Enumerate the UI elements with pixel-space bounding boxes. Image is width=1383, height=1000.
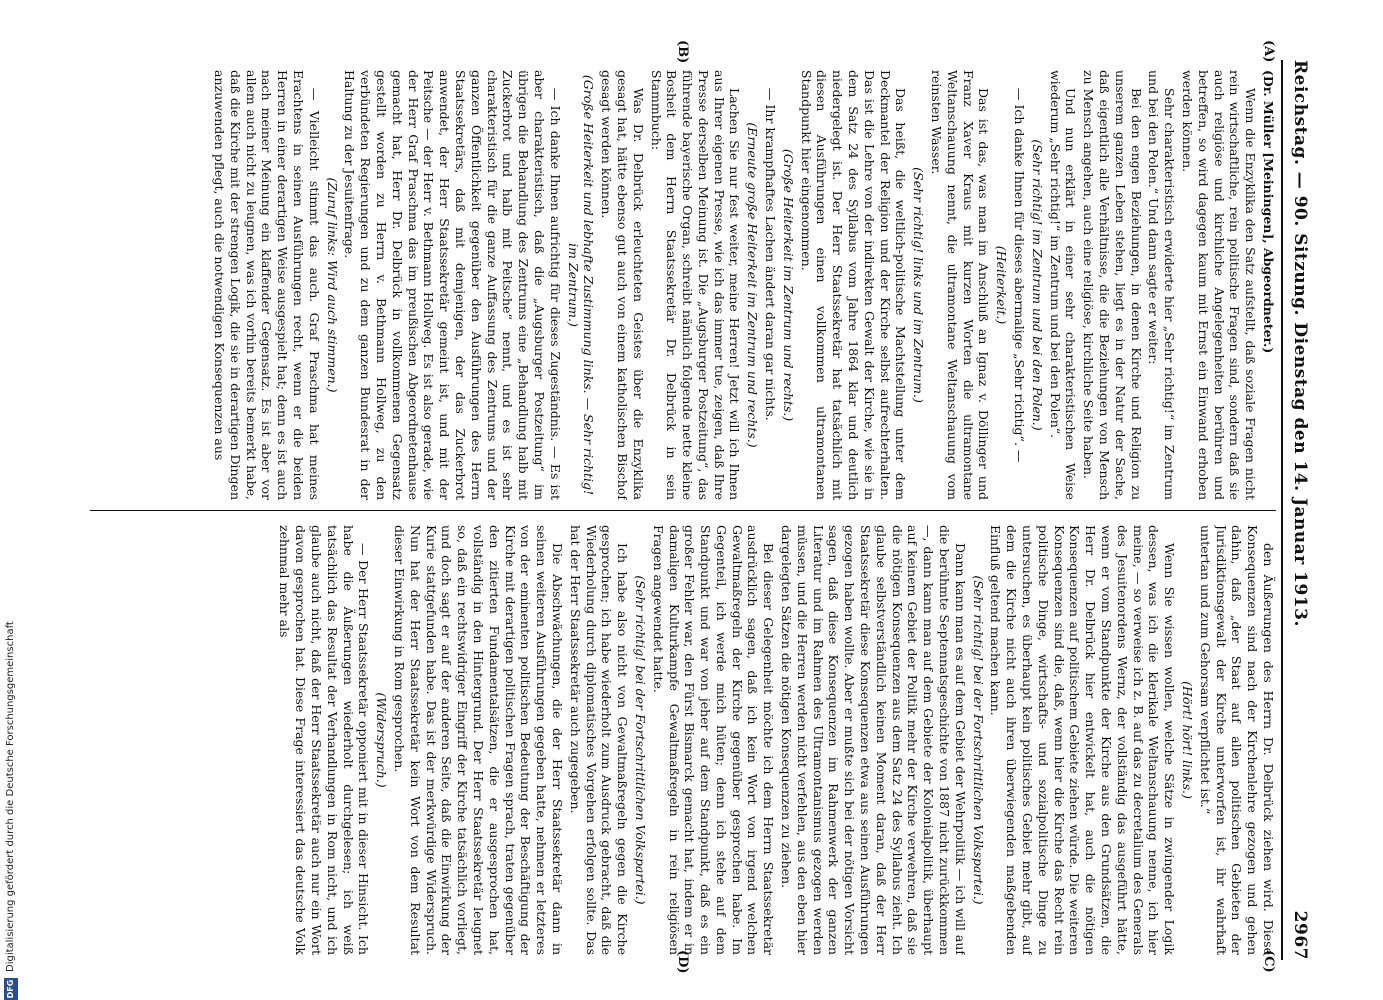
stage-direction: (Große Heiterkeit und lebhafte Zustimmung links. — Sehr richtig! im Zentrum.) [565,74,597,496]
stage-direction: (Sehr richtig! bei der Fortschrittlichen Volkspartei.) [970,575,986,905]
footer-credit [0,0,22,1000]
paragraph: — Ihr krampfhaftes Lachen ändert daran gar nichts. [763,88,779,421]
paragraph: Dann kann man es auf dem Gebiet der Wehrpolitik — ich will auf die berühmte Septennatsgeschichte von 1887 nicht zurückkommen —, dann kann man auf dem Gebiete der Kolonialpolitik, überhaupt auf keinem Gebiet der Politik mehr der Kirche verwehren, daß sie die nötigen Konsequenzen aus dem Satz 24 des Syllabus zieht. Ich glaube selbstverständlich keinen Moment daran, daß der Herr Staatssekretär diese Konsequenzen etwa aus seinen Ausführungen gezogen haben wollte. Aber er mußte sich bei der nötigen Vorsicht sagen, daß diese Konsequenzen im Rahmenwerk der ganzen Literatur und im Rahmen des Ultramontanismus gezogen werden müssen, und die Herren werden nicht verfehlen, aus den eben hier dargelegten Sätzen die nötigen Konsequenzen zu ziehen. [779,525,968,955]
stage-direction: (Sehr richtig! links und im Zentrum.) [911,167,927,403]
stage-direction: (Hört! hört! links.) [1180,681,1196,799]
page-header [1286,60,1310,960]
margin-marker-a: (A) [1261,40,1276,63]
dfg-logo: DFG [4,978,18,1000]
paragraph: Wenn die Enzyklika den Satz aufstellt, daß soziale Fragen nicht rein wirtschaftliche, rein politische Fragen sind, sondern daß sie auch religiöse und kirchliche Angelegenheiten berühren und betreffen, so wird dagegen kaum mit Ernst ein Einwand erhoben werden können. [1180,70,1259,500]
stage-direction: (Sehr richtig! bei der Fortschrittlichen Volkspartei.) [632,575,648,905]
left-column [60,70,1276,500]
paragraph: Bei den engen Beziehungen, in denen Kirche und Religion zu unserem ganzen Leben stehen, liegt es in der Natur der Sache, daß eigentlich alle Verhältnisse, die die Beziehungen von Mensch zu Mensch angehen, auch eine religiöse, kirchliche Seite haben. [1081,70,1144,500]
page-number: 2967 [1290,910,1310,960]
paragraph: — Der Herr Staatssekretär opponiert mit in dieser Hinsicht. Ich habe die Äußerungen wiederholt durchgelesen; ich weiß tatsächlich das Resultat der Verhandlungen in Rom nicht, und ich glaube auch nicht, daß der Herr Staatssekretär auch nur ein Wort davon gesprochen hat. Diese Frage interessiert das deutsche Volk zehnmal mehr als [277,525,372,955]
right-column [60,525,1276,955]
stage-direction: (Zuruf links: Wird auch stimmen.) [324,177,340,393]
header-rule [1281,60,1283,960]
margin-marker-b: (B) [675,40,690,64]
paragraph: — Ich danke Ihnen aufrichtig für dieses Zugeständnis. — Es ist aber charakteristisch, daß die „Augsburger Postzeitung“ im übrigen die Behandlung des Zentrums eine „Behandlung halb mit Zuckerbrot und halb mit Peitsche“ nennt, und es ist sehr charakteristisch für die ganze Auffassung des Zentrums und der ganzen Öffentlichkeit gegenüber den Ausführungen des Herrn Staatssekretärs, daß mit demjenigen, der das Zuckerbrot anwendet, der Herr Staatssekretär gemeint ist, und mit der Peitsche — der Herr v. Bethmann Hollweg. Es ist also gerade, wie der Herr Graf Praschma das im preußischen Abgeordnetenhause gemacht hat, Herr Dr. Delbrück in vollkommenen Gegensatz gestellt worden zu Herrn v. Bethmann Hollweg, zu den verbündeten Regierungen und zu dem ganzen Bundesrat in der Haltung zu der Jesuitenfrage. [342,70,563,500]
paragraph: Lachen Sie nur fest weiter, meine Herren! Jetzt will ich Ihnen aus Ihrer eigenen Presse, wie ich das immer tue, zeigen, daß Ihre Presse derselben Meinung ist. Die „Augsburger Postzeitung“, das führende bayerische Organ, schreibt nämlich folgende nette kleine Bosheit dem Herrn Staatssekretär Dr. Delbrück in sein Stammbuch: [648,70,743,500]
paragraph: Ich habe also nicht von Gewaltmaßregeln gegen die Kirche gesprochen; ich habe wiederholt zum Ausdruck gebracht, daß die Wiederholung durch diplomatisches Vorgehen erfolgen sollte. Das hat der Herr Staatssekretär auch zugegeben. [567,525,631,955]
stage-direction: (Große Heiterkeit im Zentrum und rechts.) [780,148,796,422]
stage-direction: (Sehr richtig! im Zentrum und bei den Polen.) [1029,139,1045,431]
paragraph: Sehr charakteristisch erwiderte hier „Sehr richtig!“ im Zentrum und bei den Polen.“ Und dann sagte er weiter: [1146,70,1178,500]
stage-direction: (Widerspruch.) [374,692,390,788]
stage-direction: (Erneute große Heiterkeit im Zentrum und rechts.) [745,122,761,448]
paragraph: — Ich danke Ihnen für dieses abermalige „Sehr richtig“. — [1012,88,1028,463]
paragraph: Was Dr. Delbrück erleuchteten Geistes über die Enzyklika gesagt hat, hätte ebenso gut auch von einem katholischen Bischof gesagt werden können. [599,70,646,500]
margin-marker-c: (C) [1261,950,1276,973]
paragraph: den Äußerungen des Herrn Dr. Delbrück ziehen wird. Diese Konsequenzen sind nach der Kirchenlehre gezogen und gehen dahin, daß „der Staat auf allen politischen Gebieten der Jurisdiktionsgewalt der Kirche unterworfen ist, ihr wahrhaft untertan und zum Gehorsam verpflichtet ist.“ [1197,525,1276,955]
header-title: Reichstag. — 90. Sitzung. Dienstag den 14. Januar 1913. [1290,60,1310,627]
footer-text: Digitalisierung gefördert durch die Deutsche Forschungsgemeinschaft [5,621,16,972]
paragraph: Das heißt, die weltlich-politische Machtstellung unter dem Deckmantel der Religion und der Kirche selbst aufrechterhalten. Das ist die Lehre von der indirekten Gewalt der Kirche, wie sie in dem Satz 24 des Syllabus vom Jahre 1864 klar und deutlich niedergelegt ist. Der Herr Staatssekretär hat tatsächlich mit diesen Ausführungen einen vollkommen ultramontanen Standpunkt hier eingenommen. [798,70,909,500]
paragraph: Wenn Sie wissen wollen, welche Sätze in zwingender Logik dessen, was ich die klerikale Weltanschauung nenne, ich hier meine, — so verweise ich z. B. auf das zu decretalium des Generals des Jesuitenordens Wernz, der vollständig das ausgeführt hätte, wenn er vom Standpunkte der Kirche aus den Grundsätzen, die Herr Dr. Delbrück hier entwickelt hat, auch die nötigen Konsequenzen auf politischem Gebiete ziehen würde. Die weiteren Konsequenzen sind die, daß, wenn hier die Kirche das Recht rein politische Dinge, wirtschafts- und sozialpolitische Dinge zu untersuchen, es überhaupt kein politisches Gebiet mehr gibt, auf dem die Kirche nicht auch ihren überwiegenden maßgebenden Einfluß geltend machen kann. [988,525,1178,955]
paragraph: Das ist das, was man im Anschluß an Ignaz v. Döllinger und Franz Xaver Kraus mit kurzen Worten die ultramontane Weltanschauung nennt, die ultramontane Weltanschauung vom reinsten Wasser. [929,70,992,500]
stage-direction: (Heiterkeit.) [994,245,1010,325]
paragraph: Und nun erklärt in einer sehr charakteristischen Weise wiederum „Sehr richtig!“ im Zentrum und bei den Polen“. [1047,70,1079,500]
column-divider [90,510,1276,511]
margin-marker-d: (D) [675,950,690,974]
paragraph: Bei dieser Gelegenheit möchte ich dem Herrn Staatssekretär ausdrücklich sagen, daß ich kein Wort von irgend welchen Gewaltmaßregeln der Kirche gegenüber gesprochen habe. Im Gegenteil, ich werde mich hüten; denn ich stehe auf dem Standpunkt und war von jeher auf dem Standpunkt, daß es ein großer Fehler war, den Fürst Bismarck gemacht hat, indem er in damaligen Kulturkampfe Gewaltmaßregeln in rein religiösen Fragen angewendet hatte. [650,525,777,955]
paragraph: Die Abschwächungen, die der Herr Staatssekretär dann in seinen weiteren Ausführungen gegeben hatte, nehmen er letzteres von der eminenten politischen Bedeutung der Beschäftigung der Kirche mit derartigen politischen Fragen sprach, traten gegenüber den zitierten Fundamentalsätzen, die er ausgesprochen hat, vollständig in den Hintergrund. Der Herr Staatssekretär leugnet so, daß ein rechtswidriger Eingriff der Kirche tatsächlich vorliegt, und doch sagt er auf der anderen Seite, daß die Einwirkung der Kurie stattgefunden habe. Das ist der merkwürdige Widerspruch. Nun hat der Herr Staatssekretär kein Wort von dem Resultat dieser Einwirkung in Rom gesprochen. [391,525,565,955]
speaker-line: (Dr. Müller [Meiningen], Abgeordneter.) [1261,70,1276,354]
newspaper-page [30,0,1330,1000]
paragraph: — Vielleicht stimmt das auch. Graf Praschma hat meines Erachtens in seinen Ausführungen recht, wenn er die beiden Herren in einer derartigen Weise ausgespielt hat; denn es ist auch nach meiner Meinung ein klaffender Gegensatz. Es ist aber vor allem auch nicht zu leugnen, was ich vorhin bereits bemerkt habe, daß die Kirche mit der strengen Logik, die sie in derartigen Dingen anzuwenden pflegt, auch die notwendigen Konsequenzen aus [212,70,322,500]
